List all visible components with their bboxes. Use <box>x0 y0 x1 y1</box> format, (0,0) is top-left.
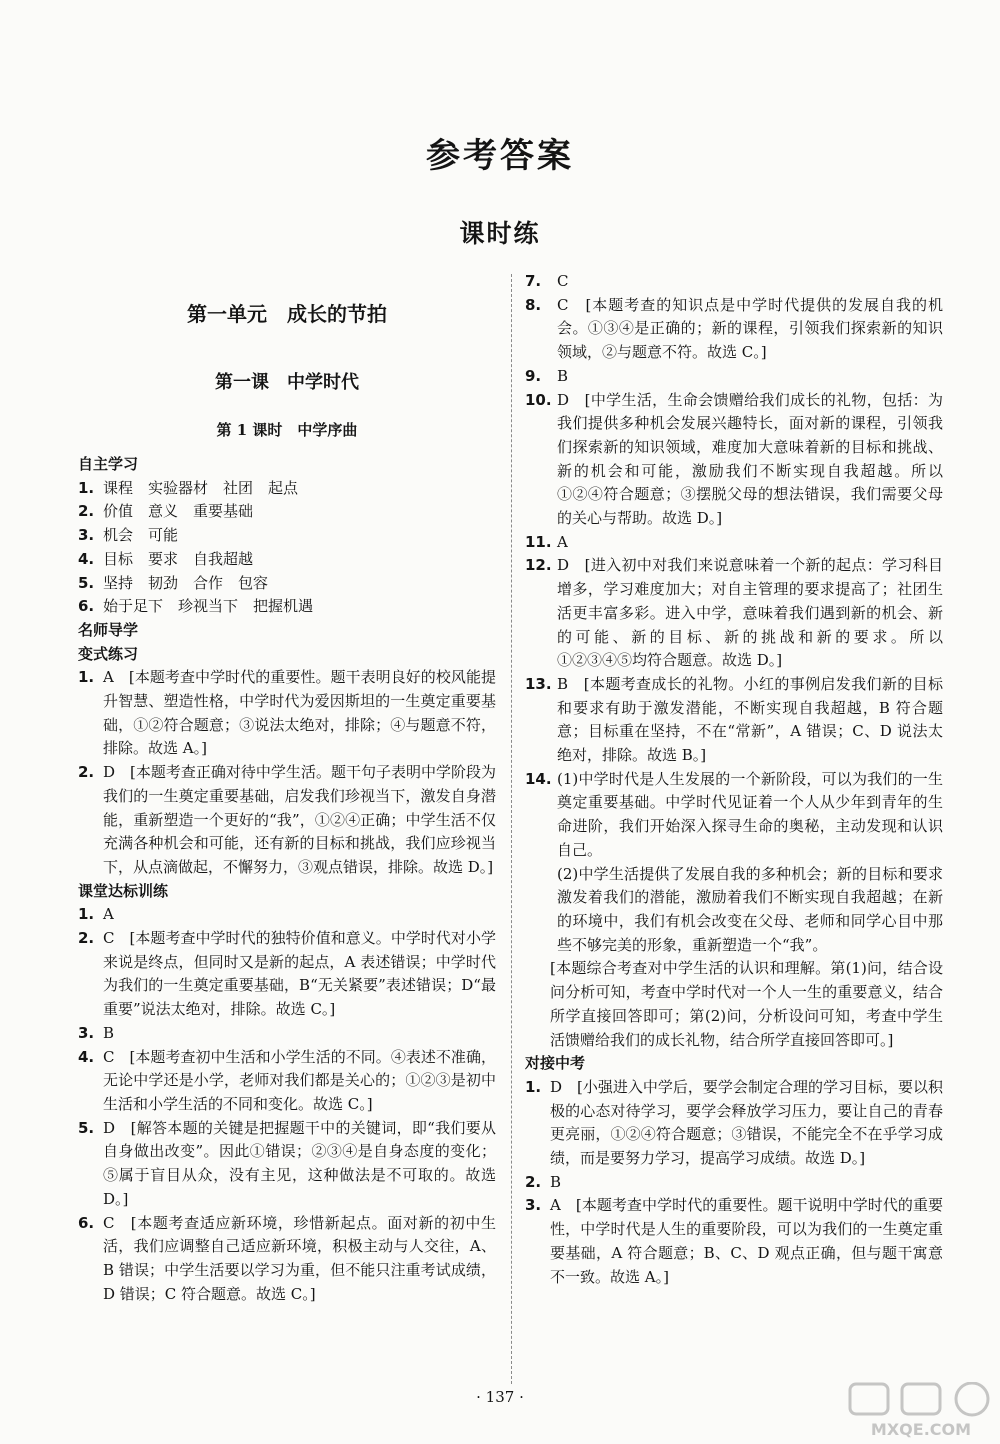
answer-item <box>525 1194 943 1289</box>
answer-item <box>78 903 496 927</box>
item-number: 1. <box>78 905 95 924</box>
item-number: 8. <box>525 295 542 314</box>
item-text: B <box>557 366 569 385</box>
item-text: (1)中学时代是人生发展的一个新阶段，可以为我们的一生奠定重要基础。中学时代见证着一个人从少年到青年的生命进阶，我们开始深入探寻生命的奥秘，主动发现和认识自己。 <box>557 769 943 859</box>
answer-item <box>78 1046 496 1117</box>
item-number: 2. <box>78 763 95 782</box>
answer-item <box>525 365 943 389</box>
item-number: 14. <box>525 769 552 788</box>
item-text: A [本题考查中学时代的重要性。题干表明良好的校风能提升智慧、塑造性格，中学时代为爱因斯坦的一生奠定重要基础，①②符合题意；③说法太绝对，排除；④与题意不符，排除。故选 A。] <box>103 668 496 758</box>
item-number: 3. <box>78 526 95 545</box>
page-number: · 137 · <box>476 1388 524 1406</box>
item-text: B <box>103 1023 115 1042</box>
item-number: 6. <box>78 597 95 616</box>
item-text: B <box>550 1172 562 1191</box>
answer-item <box>525 294 943 365</box>
answer-item <box>78 666 496 761</box>
answer-item <box>78 500 496 524</box>
item-text: [本题综合考查对中学生活的认识和理解。第(1)问，结合设问分析可知，考查中学时代对一个人一生的重要意义，结合所学直接回答即可；第(2)问，分析设问可知，考查中学生活馈赠给我们的成长礼物，结合所学直接回答即可。] <box>550 959 943 1049</box>
item-number: 2. <box>78 929 95 948</box>
item-number: 7. <box>525 272 542 290</box>
left-column <box>78 453 496 1306</box>
page-title: 参考答案 <box>426 136 574 176</box>
unit-heading: 第一单元 成长的节拍 <box>187 302 387 326</box>
svg-text:MXQE.COM: MXQE.COM <box>870 1420 972 1439</box>
section-title: 课时练 <box>459 219 541 248</box>
item-text: A <box>103 905 114 924</box>
item-number: 3. <box>78 1023 95 1042</box>
answer-item <box>78 1117 496 1212</box>
right-column <box>525 270 943 1289</box>
item-text: C [本题考查适应新环境，珍惜新起点。面对新的初中生活，我们应调整自己适应新环境，积极主动与人交往，A、B 错误；中学生活要以学习为重，但不能只注重考试成绩，D 错误；C 符合题意。故选 C。] <box>103 1213 496 1303</box>
section-heading-duijie: 对接中考 <box>525 1054 586 1073</box>
answer-item <box>78 572 496 596</box>
item-number: 13. <box>525 674 552 693</box>
item-text: C [本题考查中学时代的独特价值和意义。中学时代对小学来说是终点，但同时又是新的起点，A 表述错误；中学时代为我们的一生奠定重要基础，B“无关紧要”表述错误；D“最重要”说法太绝对，排除。故选 C。] <box>103 929 496 1019</box>
answer-item <box>525 768 943 863</box>
item-number: 1. <box>78 478 95 497</box>
item-number: 6. <box>78 1213 95 1232</box>
answer-item <box>525 531 943 555</box>
section-heading-mingshi: 名师导学 <box>78 620 139 639</box>
answer-item <box>78 524 496 548</box>
item-text: B [本题考查成长的礼物。小红的事例启发我们新的目标和要求有助于激发潜能，不断实现自我超越，B 符合题意；目标重在坚持，不在“常新”，A 错误；C、D 说法太绝对，排除。故选 B。] <box>557 674 943 765</box>
item-text: D [本题考查正确对待中学生活。题干句子表明中学阶段为我们的一生奠定重要基础，启发我们珍视当下，激发自身潜能，重新塑造一个更好的“我”，①②④正确；中学生活不仅充满各种机会和可能，还有新的目标和挑战，我们应珍视当下，从点滴做起，不懈努力，③观点错误，排除。故选 D。] <box>103 763 496 876</box>
column-divider <box>511 274 512 1384</box>
answer-item <box>78 595 496 619</box>
section-heading-ketang: 课堂达标训练 <box>78 881 169 900</box>
item-number: 4. <box>78 549 95 568</box>
answer-item <box>525 389 943 531</box>
answer-explanation <box>525 957 943 1052</box>
answer-item <box>78 761 496 880</box>
answer-item <box>525 673 943 768</box>
item-text: (2)中学生活提供了发展自我的多种机会；新的目标和要求激发着我们的潜能，激励着我们不断实现自我超越；在新的环境中，我们有机会改变在父母、老师和同学心目中那些不够完美的形象，重新塑造一个“我”。 <box>557 864 943 954</box>
item-text: 价值 意义 重要基础 <box>103 502 254 521</box>
item-number: 12. <box>525 556 552 575</box>
item-number: 10. <box>525 390 552 409</box>
item-text: 坚持 韧劲 合作 包容 <box>103 573 269 592</box>
answer-item <box>525 1171 943 1195</box>
item-text: 始于足下 珍视当下 把握机遇 <box>103 597 314 616</box>
item-text: 机会 可能 <box>103 526 179 545</box>
lesson-heading: 第一课 中学时代 <box>215 372 359 393</box>
answer-item <box>78 1212 496 1307</box>
item-text: 课程 实验器材 社团 起点 <box>103 478 299 497</box>
item-text: C [本题考查的知识点是中学时代提供的发展自我的机会。①③④是正确的；新的课程，引领我们探索新的知识领域，②与题意不符。故选 C。] <box>557 295 943 362</box>
answer-item <box>78 477 496 501</box>
item-number: 3. <box>525 1196 542 1215</box>
item-number: 5. <box>78 1118 95 1137</box>
item-number: 4. <box>78 1047 95 1066</box>
item-number: 2. <box>525 1172 542 1191</box>
item-text: A <box>557 532 568 551</box>
item-number: 2. <box>78 502 95 521</box>
answer-item <box>525 554 943 673</box>
answer-item <box>525 270 943 294</box>
answer-continuation <box>525 863 943 958</box>
item-text: 目标 要求 自我超越 <box>103 549 254 568</box>
item-text: C <box>557 272 569 290</box>
item-text: A [本题考查中学时代的重要性。题干说明中学时代的重要性，中学时代是人生的重要阶段，可以为我们的一生奠定重要基础，A 符合题意；B、C、D 观点正确，但与题干寓意不一致。故选 A。] <box>550 1196 943 1286</box>
item-text: C [本题考查初中生活和小学生活的不同。④表述不准确，无论中学还是小学，老师对我们都是关心的；①②③是初中生活和小学生活的不同和变化。故选 C。] <box>103 1047 496 1113</box>
item-number: 1. <box>525 1077 542 1096</box>
answer-item <box>78 1022 496 1046</box>
section-heading-bianshi: 变式练习 <box>78 644 139 663</box>
item-number: 9. <box>525 366 542 385</box>
item-number: 5. <box>78 573 95 592</box>
item-text: D [进入初中对我们来说意味着一个新的起点：学习科目增多，学习难度加大；对自主管理的要求提高了；社团生活更丰富多彩。进入中学，意味着我们遇到新的机会、新的可能、新的目标、新的挑战和新的要求。所以①②③④⑤均符合题意。故选 D。] <box>557 556 943 670</box>
item-number: 11. <box>525 532 552 551</box>
answer-item <box>78 548 496 572</box>
item-text: D [解答本题的关键是把握题干中的关键词，即“我们要从自身做出改变”。因此①错误；②③④是自身态度的变化；⑤属于盲目从众，没有主见，这种做法是不可取的。故选 D。] <box>103 1118 496 1208</box>
answer-item <box>78 927 496 1022</box>
answer-item <box>525 1076 943 1171</box>
item-number: 1. <box>78 668 95 687</box>
item-text: D [中学生活，生命会馈赠给我们成长的礼物，包括：为我们提供多种机会发展兴趣特长，面对新的课程，引领我们探索新的知识领域，难度加大意味着新的目标和挑战、新的机会和可能，激励我们不断实现自我超越。所以①②④符合题意；③摆脱父母的想法错误，我们需要父母的关心与帮助。故选 D。] <box>557 390 943 528</box>
section-heading-zizhu: 自主学习 <box>78 455 139 473</box>
watermark-logo <box>846 1382 996 1440</box>
period-heading: 第 1 课时 中学序曲 <box>216 421 358 439</box>
item-text: D [小强进入中学后，要学会制定合理的学习目标，要以积极的心态对待学习，要学会释放学习压力，要让自己的青春更亮丽，①②④符合题意；③错误，不能完全不在乎学习成绩，而是要努力学习，提高学习成绩。故选 D。] <box>550 1077 943 1168</box>
